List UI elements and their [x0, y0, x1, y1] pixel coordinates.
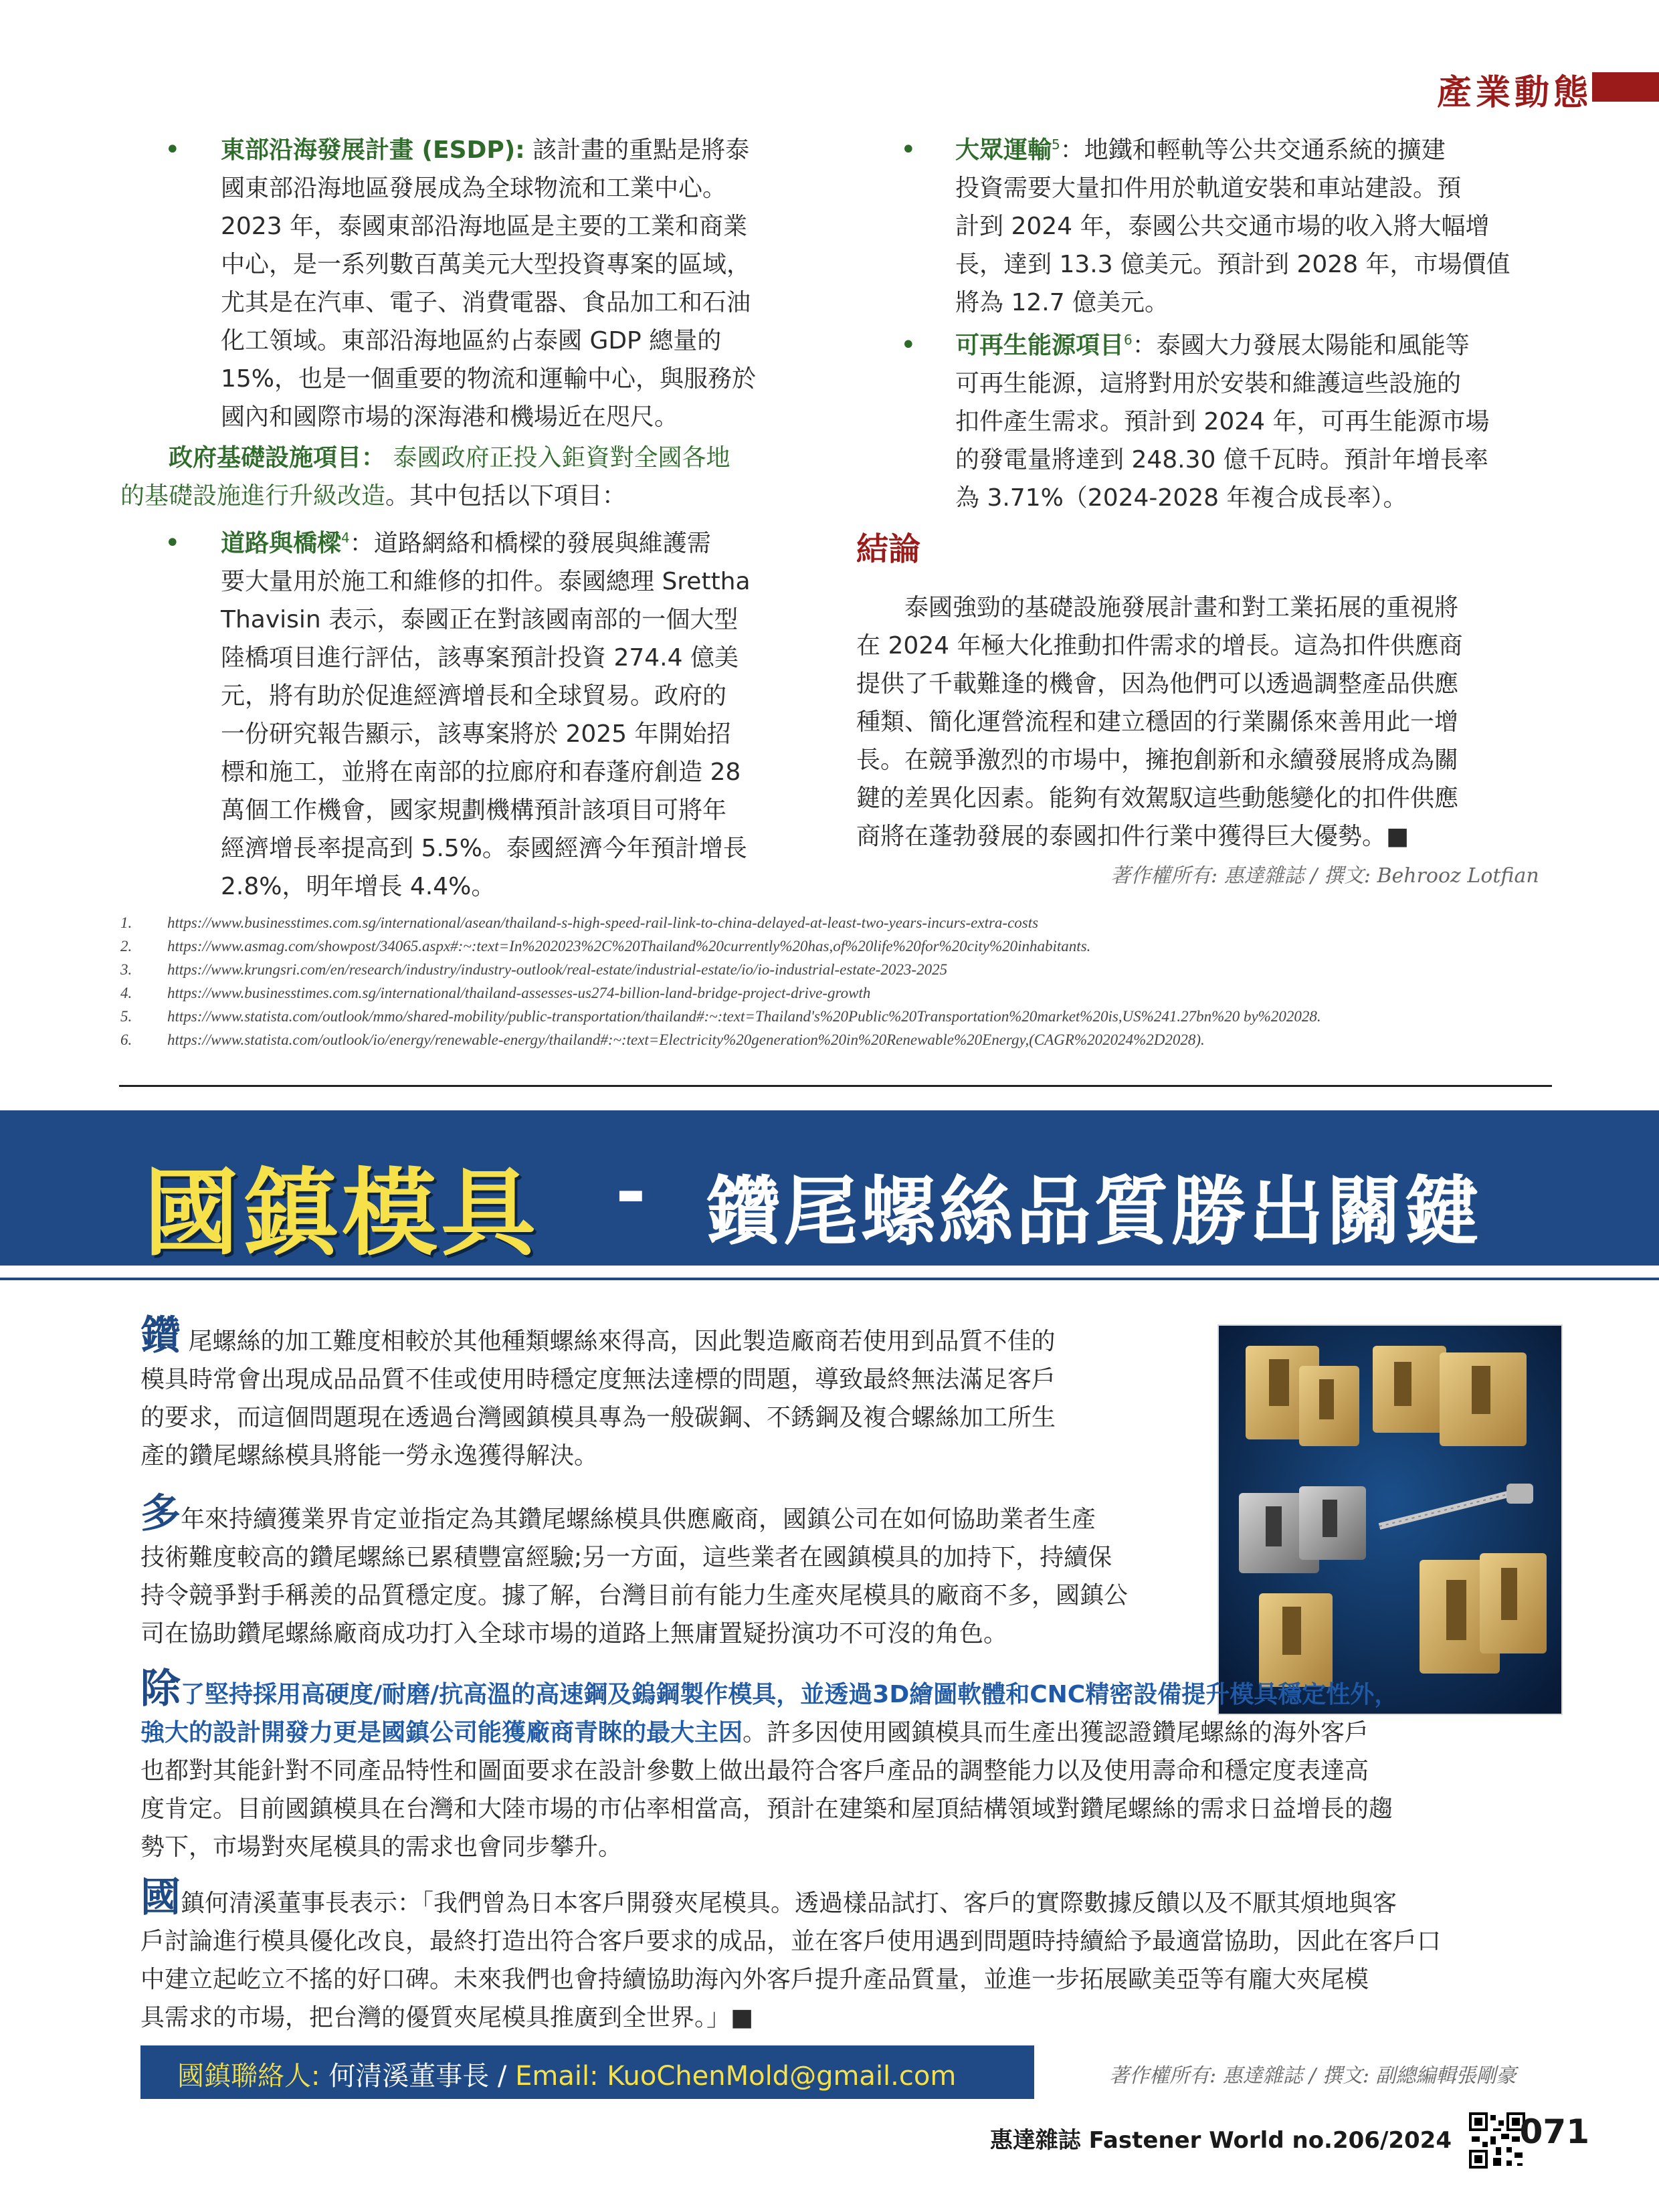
- paragraph-line: 鎮何清溪董事長表示：「我們曾為日本客戶開發夾尾模具。透過樣品試打、客戶的實際數據反饋以及不厭其煩地與客: [181, 1890, 1397, 1917]
- drop-cap: 國: [140, 1874, 181, 1921]
- paragraph-line: 模具時常會出現成品品質不佳或使用時穩定度無法達標的問題，導致最終無法滿足客戶: [140, 1366, 1056, 1393]
- copyright-note: 著作權所有: 惠達雜誌 / 撰文: Behrooz Lotfian: [1110, 864, 1539, 888]
- paragraph-line: 持令競爭對手稱羨的品質穩定度。據了解，台灣目前有能力生產夾尾模具的廠商不多，國鎮公: [140, 1582, 1129, 1609]
- reference-item: [120, 1005, 1559, 1028]
- renewable-line: 可再生能源，這將對用於安裝和維護這些設施的: [955, 370, 1462, 397]
- esdp-line: 15%，也是一個重要的物流和運輸中心，與服務於: [221, 365, 757, 393]
- drop-cap: 除: [140, 1666, 181, 1712]
- mold-block: [1299, 1366, 1359, 1446]
- article-paragraph-1: [140, 1312, 1197, 1475]
- transit-line: ：地鐵和輕軌等公共交通系統的擴建: [1060, 136, 1446, 164]
- roads-line: 一份研究報告顯示，該專案將於 2025 年開始招: [221, 720, 731, 748]
- reference-item: [120, 958, 1559, 981]
- banner-title: 國鎮模具: [144, 1159, 540, 1269]
- roads-line: 陸橋項目進行評估，該專案預計投資 274.4 億美: [221, 644, 739, 672]
- paragraph-line: 勢下，市場對夾尾模具的需求也會同步攀升。: [140, 1833, 623, 1861]
- article-paragraph-4: [140, 1874, 1565, 2037]
- bullet-icon: •: [165, 528, 181, 559]
- publication-name: 惠達雜誌 Fastener World no.206/2024: [989, 2127, 1452, 2154]
- transit-line: 計到 2024 年，泰國公共交通市場的收入將大幅增: [955, 213, 1490, 240]
- conclusion-line: 種類、簡化運營流程和建立穩固的行業關係來善用此一增: [856, 708, 1459, 736]
- paragraph-line: 技術難度較高的鑽尾螺絲已累積豐富經驗;另一方面，這些業者在國鎮模具的加持下，持續保: [140, 1544, 1112, 1571]
- reference-url[interactable]: https://www.businesstimes.com.sg/international/thailand-assesses-us274-billion-land-bridge-project-drive-growth: [167, 985, 871, 1001]
- reference-number: 1.: [120, 914, 132, 931]
- references-list: [120, 911, 1559, 1051]
- paragraph-line: 戶討論進行模具優化改良，最終打造出符合客戶要求的成品，並在客戶使用遇到問題時持續給予最適當協助，因此在客戶口: [140, 1928, 1442, 1955]
- conclusion-line: 鍵的差異化因素。能夠有效駕馭這些動態變化的扣件供應: [856, 785, 1459, 812]
- reference-item: [120, 1028, 1559, 1051]
- qr-code-graphic: [1469, 2112, 1525, 2169]
- banner-subtitle: 鑽尾螺絲品質勝出關鍵: [706, 1169, 1482, 1255]
- conclusion-line: 商將在蓬勃發展的泰國扣件行業中獲得巨大優勢。■: [856, 823, 1409, 850]
- mold-block: [1373, 1346, 1446, 1433]
- roads-line: 要大量用於施工和維修的扣件。泰國總理 Srettha: [221, 568, 751, 595]
- section-tag: 產業動態: [1436, 73, 1592, 113]
- roads-line: 萬個工作機會，國家規劃機構預計該項目可將年: [221, 797, 727, 824]
- reference-number: 3.: [120, 961, 132, 978]
- left-bullet-roads: [165, 524, 816, 906]
- esdp-line: 化工領域。東部沿海地區約占泰國 GDP 總量的: [221, 327, 722, 355]
- contact-info: [177, 2055, 956, 2093]
- bullet-icon: •: [165, 134, 181, 165]
- reference-url[interactable]: https://www.krungsri.com/en/research/industry/industry-outlook/real-estate/industrial-estate/io/io-industrial-estate-2023-2025: [167, 961, 948, 978]
- roads-title: 道路與橋樑: [221, 530, 342, 557]
- renewable-line: ：泰國大力發展太陽能和風能等: [1132, 332, 1470, 359]
- paragraph-line: 尾螺絲的加工難度相較於其他種類螺絲來得高，因此製造廠商若使用到品質不佳的: [188, 1328, 1056, 1355]
- right-bullet-renewable: [900, 326, 1552, 517]
- reference-number: 2.: [120, 938, 132, 954]
- product-photo: [1217, 1324, 1563, 1715]
- conclusion-line: 在 2024 年極大化推動扣件需求的增長。這為扣件供應商: [856, 632, 1463, 660]
- esdp-line: 國內和國際市場的深海港和機場近在咫尺。: [221, 403, 679, 431]
- bullet-icon: •: [900, 330, 916, 361]
- paragraph-line: 司在協助鑽尾螺絲廠商成功打入全球市場的道路上無庸置疑扮演功不可沒的角色。: [140, 1620, 1008, 1647]
- drop-cap: 鑽: [140, 1312, 181, 1359]
- roads-line: 經濟增長率提高到 5.5%。泰國經濟今年預計增長: [221, 835, 747, 862]
- esdp-line: 2023 年，泰國東部沿海地區是主要的工業和商業: [221, 213, 748, 240]
- transit-line: 投資需要大量扣件用於軌道安裝和車站建設。預: [955, 175, 1462, 202]
- drop-cap: 多: [140, 1490, 181, 1537]
- reference-item: [120, 981, 1559, 1005]
- footnote-ref: 6: [1124, 332, 1133, 348]
- esdp-line: 國東部沿海地區發展成為全球物流和工業中心。: [221, 175, 727, 202]
- esdp-line: 中心，是一系列數百萬美元大型投資專案的區域，: [221, 251, 751, 278]
- paragraph-line: 也都對其能針對不同產品特性和圖面要求在設計參數上做出最符合客戶產品的調整能力以及使用壽命和穩定度表達高: [140, 1757, 1369, 1785]
- mold-block: [1480, 1553, 1547, 1653]
- bullet-icon: •: [900, 134, 916, 165]
- reference-number: 6.: [120, 1031, 132, 1048]
- right-bullet-transit: [900, 131, 1552, 322]
- banner-dash: -: [615, 1149, 646, 1235]
- paragraph-line: 中建立起屹立不搖的好口碑。未來我們也會持續協助海內外客戶提升產品質量，並進一步拓展歐美亞等有龐大夾尾模: [140, 1966, 1369, 1993]
- gov-infrastructure-paragraph: [120, 439, 816, 515]
- esdp-line: 該計畫的重點是將泰: [532, 136, 750, 164]
- mold-photo-illustration: [1219, 1326, 1561, 1714]
- transit-line: 長，達到 13.3 億美元。預計到 2028 年，市場價值: [955, 251, 1510, 278]
- gov-line-green: 的基礎設施進行升級改造: [120, 482, 386, 510]
- article-paragraph-2: [140, 1490, 1197, 1653]
- paragraph-line: 年來持續獲業界肯定並指定為其鑽尾螺絲模具供應廠商，國鎮公司在如何協助業者生產: [181, 1506, 1096, 1533]
- article-paragraph-3: [140, 1666, 1565, 1866]
- reference-url[interactable]: https://www.businesstimes.com.sg/international/asean/thailand-s-high-speed-rail-link-to-china-delayed-at-least-two-years-incurs-extra-costs: [167, 914, 1039, 931]
- qr-code-icon[interactable]: [1469, 2112, 1525, 2169]
- highlight-text: 強大的設計開發力更是國鎮公司能獲廠商青睞的最大主因: [140, 1719, 743, 1746]
- reference-url[interactable]: https://www.statista.com/outlook/io/energy/renewable-energy/thailand#:~:text=Electricity%20generation%20in%20Renewable%20Energy,(CAGR%202024%2D2028).: [167, 1031, 1205, 1048]
- reference-item: [120, 934, 1559, 958]
- gov-line: 。其中包括以下項目：: [385, 482, 627, 510]
- renewable-line: 為 3.71%（2024-2028 年複合成長率）。: [955, 484, 1407, 512]
- renewable-line: 扣件產生需求。預計到 2024 年，可再生能源市場: [955, 408, 1490, 435]
- footnote-ref: 5: [1052, 136, 1060, 153]
- highlight-text: 了堅持採用高硬度/耐磨/抗高溫的高速鋼及鎢鋼製作模具，並透過3D繪圖軟體和CNC精密設備提升模具穩定性外，: [181, 1681, 1399, 1708]
- banner-underline: [0, 1278, 1659, 1280]
- reference-url[interactable]: https://www.statista.com/outlook/mmo/shared-mobility/public-transportation/thailand#:~:text=Thailand's%20Public%20Transportation%20market%20is,US%241.27bn%20 by%202028.: [167, 1008, 1321, 1025]
- transit-title: 大眾運輸: [955, 136, 1052, 164]
- conclusion-line: 泰國強勁的基礎設施發展計畫和對工業拓展的重視將: [904, 594, 1459, 621]
- paragraph-line: 度肯定。目前國鎮模具在台灣和大陸市場的市佔率相當高，預計在建築和屋頂結構領域對鑽尾螺絲的需求日益增長的趨: [140, 1795, 1393, 1823]
- esdp-line: 尤其是在汽車、電子、消費電器、食品加工和石油: [221, 289, 751, 316]
- transit-line: 將為 12.7 億美元。: [955, 289, 1169, 316]
- paragraph-line: 產的鑽尾螺絲模具將能一勞永逸獲得解決。: [140, 1442, 599, 1470]
- gov-line: 泰國政府正投入鉅資對全國各地: [385, 444, 730, 472]
- gov-label: 政府基礎設施項目：: [169, 444, 386, 472]
- roads-line: 元，將有助於促進經濟增長和全球貿易。政府的: [221, 682, 727, 710]
- footnote-ref: 4: [341, 530, 350, 546]
- mold-block: [1440, 1352, 1527, 1446]
- contact-email-link[interactable]: Email: KuoChenMold@gmail.com: [515, 2061, 957, 2092]
- roads-line: 標和施工，並將在南部的拉廊府和春蓬府創造 28: [221, 759, 741, 786]
- section-divider: [119, 1085, 1552, 1087]
- roads-line: 2.8%，明年增長 4.4%。: [221, 873, 496, 900]
- reference-number: 5.: [120, 1008, 132, 1025]
- reference-item: [120, 911, 1559, 934]
- contact-label: 國鎮聯絡人:: [177, 2061, 329, 2092]
- contact-name: 何清溪董事長: [328, 2061, 490, 2092]
- conclusion-heading: 結論: [856, 530, 921, 568]
- conclusion-line: 提供了千載難逢的機會，因為他們可以透過調整產品供應: [856, 670, 1459, 698]
- paragraph-line: 具需求的市場，把台灣的優質夾尾模具推廣到全世界。」■: [140, 2004, 754, 2031]
- reference-url[interactable]: https://www.asmag.com/showpost/34065.aspx#:~:text=In%202023%2C%20Thailand%20currently%20has,of%20life%20for%20city%20inhabitants.: [167, 938, 1091, 954]
- renewable-title: 可再生能源項目: [955, 332, 1125, 359]
- contact-separator: /: [489, 2061, 516, 2092]
- conclusion-line: 長。在競爭激烈的市場中，擁抱創新和永續發展將成為關: [856, 746, 1459, 774]
- section-tag-bar: [1592, 72, 1659, 102]
- roads-line: ：道路網絡和橋樑的發展與維護需: [349, 530, 711, 557]
- reference-number: 4.: [120, 985, 132, 1001]
- article-copyright: 著作權所有: 惠達雜誌 / 撰文: 副總編輯張剛豪: [1109, 2064, 1517, 2088]
- paragraph-line: 的要求，而這個問題現在透過台灣國鎮模具專為一般碳鋼、不銹鋼及複合螺絲加工所生: [140, 1404, 1056, 1431]
- page-number: 071: [1519, 2112, 1589, 2151]
- left-bullet-esdp: [165, 131, 816, 436]
- paragraph-line: 。許多因使用國鎮模具而生產出獲認證鑽尾螺絲的海外客戶: [743, 1719, 1369, 1746]
- roads-line: Thavisin 表示，泰國正在對該國南部的一個大型: [221, 606, 739, 633]
- renewable-line: 的發電量將達到 248.30 億千瓦時。預計年增長率: [955, 446, 1488, 474]
- esdp-title: 東部沿海發展計畫 (ESDP):: [221, 136, 525, 164]
- mold-block-silver: [1299, 1486, 1366, 1560]
- conclusion-paragraph: [856, 589, 1552, 856]
